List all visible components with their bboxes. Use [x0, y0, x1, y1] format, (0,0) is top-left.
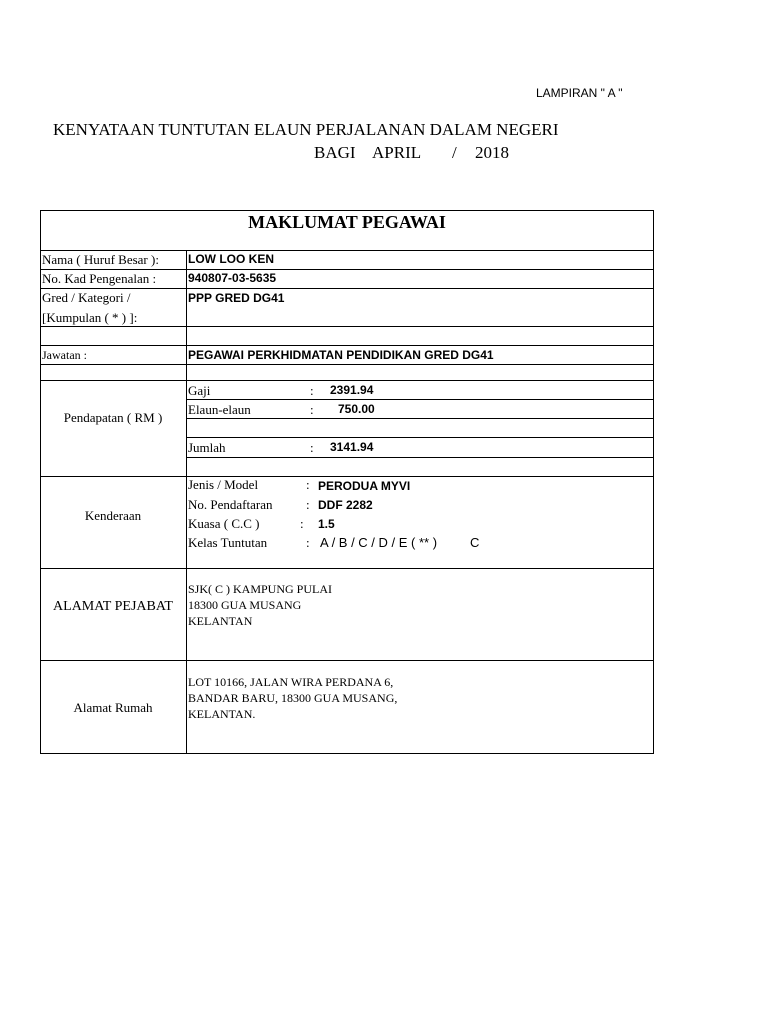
title-year: 2018 [475, 143, 509, 162]
nama-value: LOW LOO KEN [188, 252, 274, 266]
title-bagi: BAGI [314, 143, 356, 162]
section-title: MAKLUMAT PEGAWAI [248, 212, 446, 232]
gred-label-line1: Gred / Kategori / [42, 290, 131, 305]
gred-label-line2: [Kumpulan ( * ) ]: [42, 310, 138, 325]
kuasa-value: 1.5 [318, 517, 335, 531]
title-month: APRIL [372, 143, 422, 162]
pejabat-line1: SJK( C ) KAMPUNG PULAI [188, 582, 333, 596]
jumlah-colon: : [310, 440, 314, 455]
pejabat-label: ALAMAT PEJABAT [53, 599, 173, 614]
form-title: KENYATAAN TUNTUTAN ELAUN PERJALANAN DALAM NEGERI [53, 120, 559, 139]
rumah-label: Alamat Rumah [73, 700, 153, 715]
kad-label: No. Kad Pengenalan : [42, 271, 157, 286]
kelas-colon: : [306, 535, 310, 550]
gaji-colon: : [310, 383, 314, 398]
title-slash: / [452, 143, 457, 162]
jenis-label: Jenis / Model [188, 477, 259, 492]
jenis-value: PERODUA MYVI [318, 479, 411, 493]
jumlah-value: 3141.94 [330, 440, 374, 454]
nama-label: Nama ( Huruf Besar ): [42, 252, 159, 267]
daftar-colon: : [306, 497, 310, 512]
pejabat-line2: 18300 GUA MUSANG [188, 598, 302, 612]
elaun-colon: : [310, 402, 314, 417]
rumah-line1: LOT 10166, JALAN WIRA PERDANA 6, [188, 675, 394, 689]
kelas-options: A / B / C / D / E ( ** ) [320, 535, 438, 550]
kenderaan-label: Kenderaan [84, 508, 142, 523]
pendapatan-label: Pendapatan ( RM ) [63, 410, 163, 425]
kuasa-label: Kuasa ( C.C ) [188, 516, 260, 531]
elaun-value: 750.00 [338, 402, 375, 416]
daftar-label: No. Pendaftaran [188, 497, 273, 512]
jumlah-label: Jumlah [188, 440, 226, 455]
rumah-line3: KELANTAN. [188, 707, 256, 721]
kuasa-colon: : [300, 516, 304, 531]
gaji-label: Gaji [188, 383, 211, 398]
gaji-value: 2391.94 [330, 383, 374, 397]
rumah-line2: BANDAR BARU, 18300 GUA MUSANG, [188, 691, 398, 705]
kelas-selected: C [470, 535, 480, 550]
kad-value: 940807-03-5635 [188, 271, 277, 285]
elaun-label: Elaun-elaun [188, 402, 251, 417]
pejabat-line3: KELANTAN [188, 614, 253, 628]
lampiran-label: LAMPIRAN " A " [536, 86, 623, 100]
jawatan-label: Jawatan : [42, 348, 87, 362]
gred-value: PPP GRED DG41 [188, 291, 285, 305]
daftar-value: DDF 2282 [318, 498, 373, 512]
jenis-colon: : [306, 477, 310, 492]
kelas-label: Kelas Tuntutan [188, 535, 268, 550]
jawatan-value: PEGAWAI PERKHIDMATAN PENDIDIKAN GRED DG41 [188, 348, 494, 362]
